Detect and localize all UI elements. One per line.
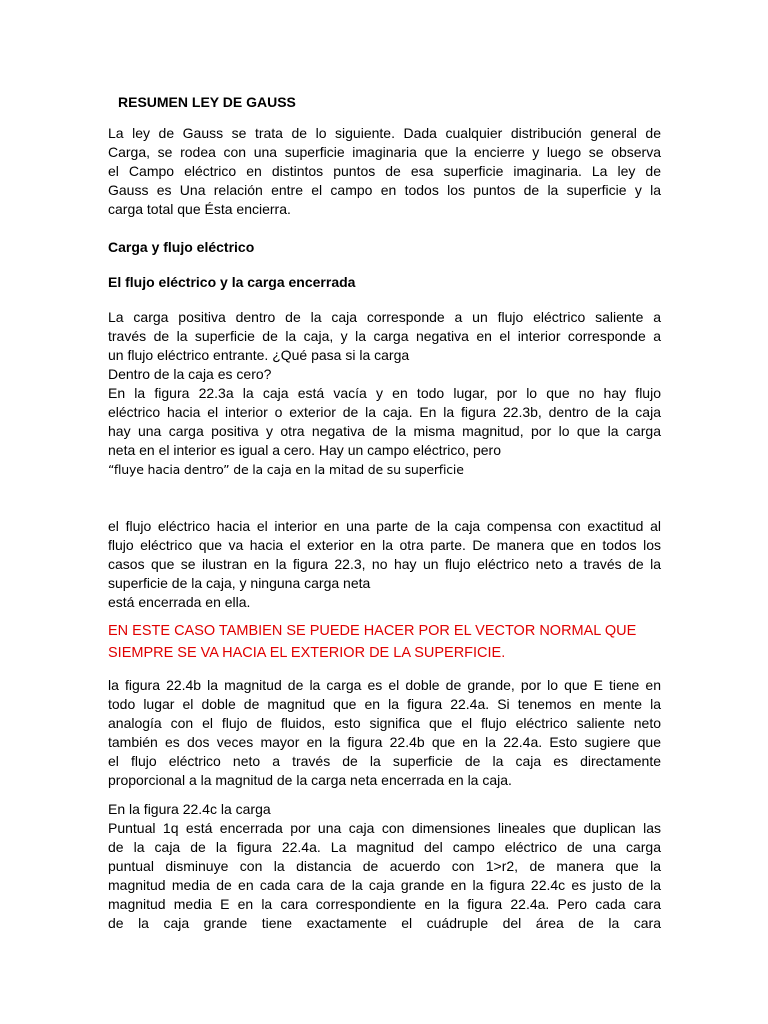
text-line: todo lugar el doble de magnitud que en la figura 22.4a. Si tenemos en mente la [108, 696, 661, 712]
text-line: La ley de Gauss se trata de lo siguiente. Dada cualquier distribución general de [108, 125, 661, 141]
text-line: neta en el interior es igual a cero. Hay un campo eléctrico, pero [108, 442, 501, 458]
section-heading: El flujo eléctrico y la carga encerrada [108, 274, 356, 290]
text-line: magnitud media de en cada cara de la caja grande en la figura 22.4c es justo de la [108, 877, 661, 893]
text-line: de la caja de la figura 22.4a. La magnitud del campo eléctrico de una carga [108, 839, 661, 855]
text-line: la figura 22.4b la magnitud de la carga es el doble de grande, por lo que E tiene en [108, 677, 661, 693]
highlight-note [108, 620, 661, 664]
highlight-line: EN ESTE CASO TAMBIEN SE PUEDE HACER POR EL VECTOR NORMAL QUE [108, 623, 637, 639]
text-line: proporcional a la magnitud de la carga neta encerrada en la caja. [108, 772, 512, 788]
text-line: eléctrico hacia el interior o exterior de la caja. En la figura 22.3b, dentro de la caja [108, 404, 661, 420]
text-line: puntual disminuye con la distancia de acuerdo con 1>r2, de manera que la [108, 858, 661, 874]
text-line: está encerrada en ella. [108, 594, 251, 610]
text-line: el Campo eléctrico en distintos puntos de esa superficie imaginaria. La ley de [108, 163, 661, 179]
intro-paragraph [108, 124, 661, 219]
text-line: flujo eléctrico que va hacia el exterior en la otra parte. De manera que en todos los [108, 537, 661, 553]
text-line: Carga, se rodea con una superficie imaginaria que la encierre y luego se observa [108, 144, 661, 160]
text-line: En la figura 22.4c la carga [108, 801, 271, 817]
text-line: de la caja grande tiene exactamente el cuádruple del área de la cara [108, 915, 661, 931]
paragraph [108, 308, 661, 479]
quoted-text-line: “fluye hacia dentro” de la caja en la mitad de su superficie [108, 462, 464, 477]
text-line: Dentro de la caja es cero? [108, 366, 272, 382]
text-line: magnitud media E en la cara correspondiente en la figura 22.4a. Pero cada cara [108, 896, 661, 912]
text-line: casos que se ilustran en la figura 22.3, no hay un flujo eléctrico neto a través de la [108, 556, 661, 572]
highlight-line: SIEMPRE SE VA HACIA EL EXTERIOR DE LA SUPERFICIE. [108, 645, 506, 661]
document-title: RESUMEN LEY DE GAUSS [118, 94, 296, 110]
text-line: el flujo eléctrico hacia el interior en una parte de la caja compensa con exactitud al [108, 518, 661, 534]
text-line: el flujo eléctrico neto a través de la superficie de la caja es directamente [108, 753, 661, 769]
paragraph [108, 800, 661, 933]
text-line: La carga positiva dentro de la caja corresponde a un flujo eléctrico saliente a [108, 309, 661, 325]
paragraph [108, 517, 661, 612]
text-line: analogía con el flujo de fluidos, esto significa que el flujo eléctrico saliente neto [108, 715, 661, 731]
text-line: un flujo eléctrico entrante. ¿Qué pasa si la carga [108, 347, 410, 363]
section-heading: Carga y flujo eléctrico [108, 239, 255, 255]
text-line: través de la superficie de la caja, y la carga negativa en el interior corresponde a [108, 328, 661, 344]
text-line: Gauss es Una relación entre el campo en todos los puntos de la superficie y la [108, 182, 661, 198]
text-line: hay una carga positiva y otra negativa de la misma magnitud, por lo que la carga [108, 423, 661, 439]
text-line: En la figura 22.3a la caja está vacía y en todo lugar, por lo que no hay flujo [108, 385, 661, 401]
text-line: también es dos veces mayor en la figura 22.4b que en la 22.4a. Esto sugiere que [108, 734, 661, 750]
text-line: Puntual 1q está encerrada por una caja con dimensiones lineales que duplican las [108, 820, 661, 836]
text-line: superficie de la caja, y ninguna carga neta [108, 575, 371, 591]
paragraph [108, 676, 661, 790]
text-line: carga total que Ésta encierra. [108, 201, 291, 217]
